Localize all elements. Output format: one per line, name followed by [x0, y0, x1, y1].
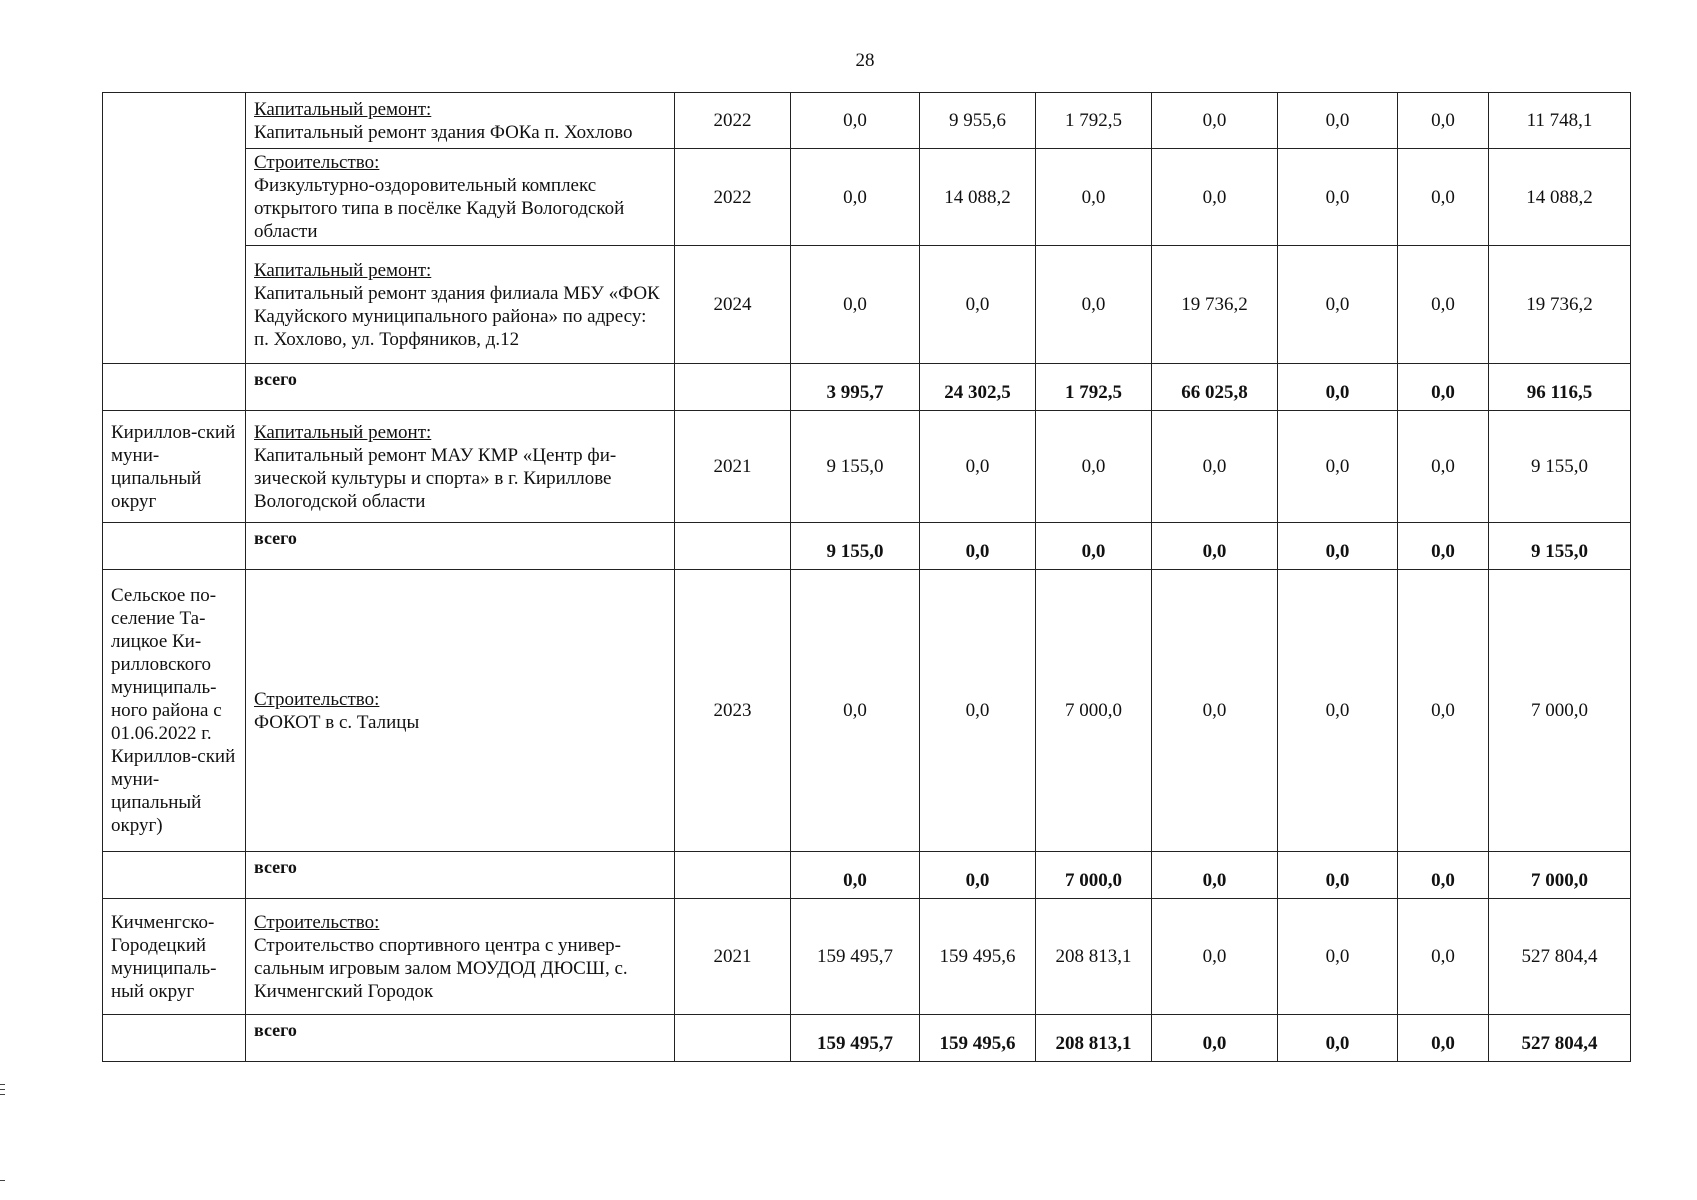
value-cell: 0,0: [1278, 93, 1398, 149]
total-value-cell: 96 116,5: [1489, 364, 1631, 411]
value-cell: 1 792,5: [1036, 93, 1152, 149]
value-cell: 7 000,0: [1036, 570, 1152, 852]
total-label: всего: [246, 523, 675, 570]
object-name: Строительство спортивного центра с универ-сальным игровым залом МОУДОД ДЮСШ, с. Кичменгский Городок: [254, 934, 628, 1002]
value-cell: 0,0: [1036, 149, 1152, 246]
object-cell: [246, 149, 675, 246]
total-label: всего: [246, 1015, 675, 1062]
object-cell: [246, 899, 675, 1015]
total-value-cell: 0,0: [1152, 852, 1278, 899]
object-name: Капитальный ремонт здания филиала МБУ «ФОК Кадуйского муниципального района» по адресу: п. Хохлово, ул. Торфяников, д.12: [254, 282, 660, 350]
total-value-cell: 0,0: [920, 852, 1036, 899]
total-value-cell: 0,0: [1398, 523, 1489, 570]
financing-table: [102, 92, 1631, 1062]
empty-cell: [103, 364, 246, 411]
total-value-cell: 159 495,7: [791, 1015, 920, 1062]
value-cell: 0,0: [1398, 93, 1489, 149]
value-cell: 0,0: [791, 570, 920, 852]
year-cell: 2024: [675, 246, 791, 364]
empty-cell: [103, 1015, 246, 1062]
total-value-cell: 7 000,0: [1489, 852, 1631, 899]
value-cell: 0,0: [920, 246, 1036, 364]
total-label: всего: [246, 364, 675, 411]
value-cell: 0,0: [1398, 246, 1489, 364]
scan-mark: [0, 1084, 5, 1085]
value-cell: 0,0: [1036, 411, 1152, 523]
municipality-cell: [103, 93, 246, 364]
total-row: [103, 1015, 1631, 1062]
value-cell: 7 000,0: [1489, 570, 1631, 852]
scan-mark: [0, 1180, 5, 1181]
value-cell: 0,0: [791, 149, 920, 246]
total-value-cell: 9 155,0: [791, 523, 920, 570]
value-cell: 159 495,6: [920, 899, 1036, 1015]
table-row: [103, 899, 1631, 1015]
total-value-cell: 0,0: [1398, 852, 1489, 899]
work-type: Строительство:: [254, 688, 380, 710]
year-cell: 2021: [675, 411, 791, 523]
table-row: [103, 93, 1631, 149]
object-name: Капитальный ремонт здания ФОКа п. Хохлово: [254, 121, 633, 143]
total-value-cell: 0,0: [1152, 523, 1278, 570]
value-cell: 0,0: [1278, 246, 1398, 364]
total-row: [103, 523, 1631, 570]
value-cell: 0,0: [1278, 149, 1398, 246]
value-cell: 0,0: [791, 93, 920, 149]
total-value-cell: 0,0: [791, 852, 920, 899]
scan-mark: [0, 1089, 5, 1090]
value-cell: 14 088,2: [1489, 149, 1631, 246]
object-cell: [246, 93, 675, 149]
table-row: [103, 149, 1631, 246]
object-cell: [246, 411, 675, 523]
empty-cell: [675, 523, 791, 570]
empty-cell: [103, 523, 246, 570]
total-value-cell: 7 000,0: [1036, 852, 1152, 899]
value-cell: 19 736,2: [1489, 246, 1631, 364]
municipality-cell: Кириллов-ский муни-ципальный округ: [103, 411, 246, 523]
value-cell: 0,0: [1036, 246, 1152, 364]
empty-cell: [675, 1015, 791, 1062]
total-value-cell: 0,0: [920, 523, 1036, 570]
total-value-cell: 9 155,0: [1489, 523, 1631, 570]
municipality-cell: Сельское по-селение Та-лицкое Ки-рилловского муниципаль-ного района с 01.06.2022 г. Кириллов-ский муни-ципальный округ): [103, 570, 246, 852]
work-type: Капитальный ремонт:: [254, 421, 432, 443]
value-cell: 0,0: [920, 411, 1036, 523]
value-cell: 0,0: [1152, 411, 1278, 523]
total-row: [103, 852, 1631, 899]
value-cell: 0,0: [1398, 570, 1489, 852]
value-cell: 0,0: [1398, 149, 1489, 246]
year-cell: 2022: [675, 149, 791, 246]
value-cell: 0,0: [1152, 570, 1278, 852]
value-cell: 0,0: [1152, 149, 1278, 246]
object-name: Физкультурно-оздоровительный комплекс открытого типа в посёлке Кадуй Вологодской области: [254, 175, 625, 242]
work-type: Строительство:: [254, 152, 380, 173]
total-value-cell: 208 813,1: [1036, 1015, 1152, 1062]
table-row: [103, 570, 1631, 852]
value-cell: 9 155,0: [791, 411, 920, 523]
work-type: Строительство:: [254, 911, 380, 933]
table-row: [103, 246, 1631, 364]
total-value-cell: 1 792,5: [1036, 364, 1152, 411]
total-value-cell: 0,0: [1152, 1015, 1278, 1062]
page-number: 28: [855, 50, 875, 71]
total-value-cell: 0,0: [1278, 852, 1398, 899]
year-cell: 2023: [675, 570, 791, 852]
value-cell: 208 813,1: [1036, 899, 1152, 1015]
value-cell: 11 748,1: [1489, 93, 1631, 149]
empty-cell: [675, 852, 791, 899]
total-row: [103, 364, 1631, 411]
total-value-cell: 24 302,5: [920, 364, 1036, 411]
total-value-cell: 0,0: [1278, 523, 1398, 570]
value-cell: 14 088,2: [920, 149, 1036, 246]
total-value-cell: 0,0: [1398, 364, 1489, 411]
year-cell: 2022: [675, 93, 791, 149]
value-cell: 0,0: [1152, 899, 1278, 1015]
value-cell: 0,0: [1278, 570, 1398, 852]
table-row: [103, 411, 1631, 523]
empty-cell: [103, 852, 246, 899]
empty-cell: [675, 364, 791, 411]
scan-mark: [0, 1094, 5, 1095]
value-cell: 0,0: [1398, 411, 1489, 523]
value-cell: 9 955,6: [920, 93, 1036, 149]
value-cell: 0,0: [1278, 411, 1398, 523]
value-cell: 0,0: [1278, 899, 1398, 1015]
value-cell: 159 495,7: [791, 899, 920, 1015]
year-cell: 2021: [675, 899, 791, 1015]
value-cell: 527 804,4: [1489, 899, 1631, 1015]
total-value-cell: 0,0: [1398, 1015, 1489, 1062]
work-type: Капитальный ремонт:: [254, 259, 432, 281]
total-value-cell: 3 995,7: [791, 364, 920, 411]
object-name: Капитальный ремонт МАУ КМР «Центр фи-зической культуры и спорта» в г. Кириллове Вологодской области: [254, 444, 617, 512]
work-type: Капитальный ремонт:: [254, 98, 432, 120]
total-value-cell: 0,0: [1278, 1015, 1398, 1062]
total-value-cell: 0,0: [1278, 364, 1398, 411]
total-label: всего: [246, 852, 675, 899]
total-value-cell: 66 025,8: [1152, 364, 1278, 411]
municipality-cell: Кичменгско-Городецкий муниципаль-ный округ: [103, 899, 246, 1015]
value-cell: 0,0: [791, 246, 920, 364]
total-value-cell: 527 804,4: [1489, 1015, 1631, 1062]
total-value-cell: 159 495,6: [920, 1015, 1036, 1062]
object-cell: [246, 246, 675, 364]
value-cell: 0,0: [1152, 93, 1278, 149]
value-cell: 19 736,2: [1152, 246, 1278, 364]
value-cell: 0,0: [920, 570, 1036, 852]
object-name: ФОКОТ в с. Талицы: [254, 711, 420, 733]
value-cell: 9 155,0: [1489, 411, 1631, 523]
value-cell: 0,0: [1398, 899, 1489, 1015]
total-value-cell: 0,0: [1036, 523, 1152, 570]
object-cell: [246, 570, 675, 852]
